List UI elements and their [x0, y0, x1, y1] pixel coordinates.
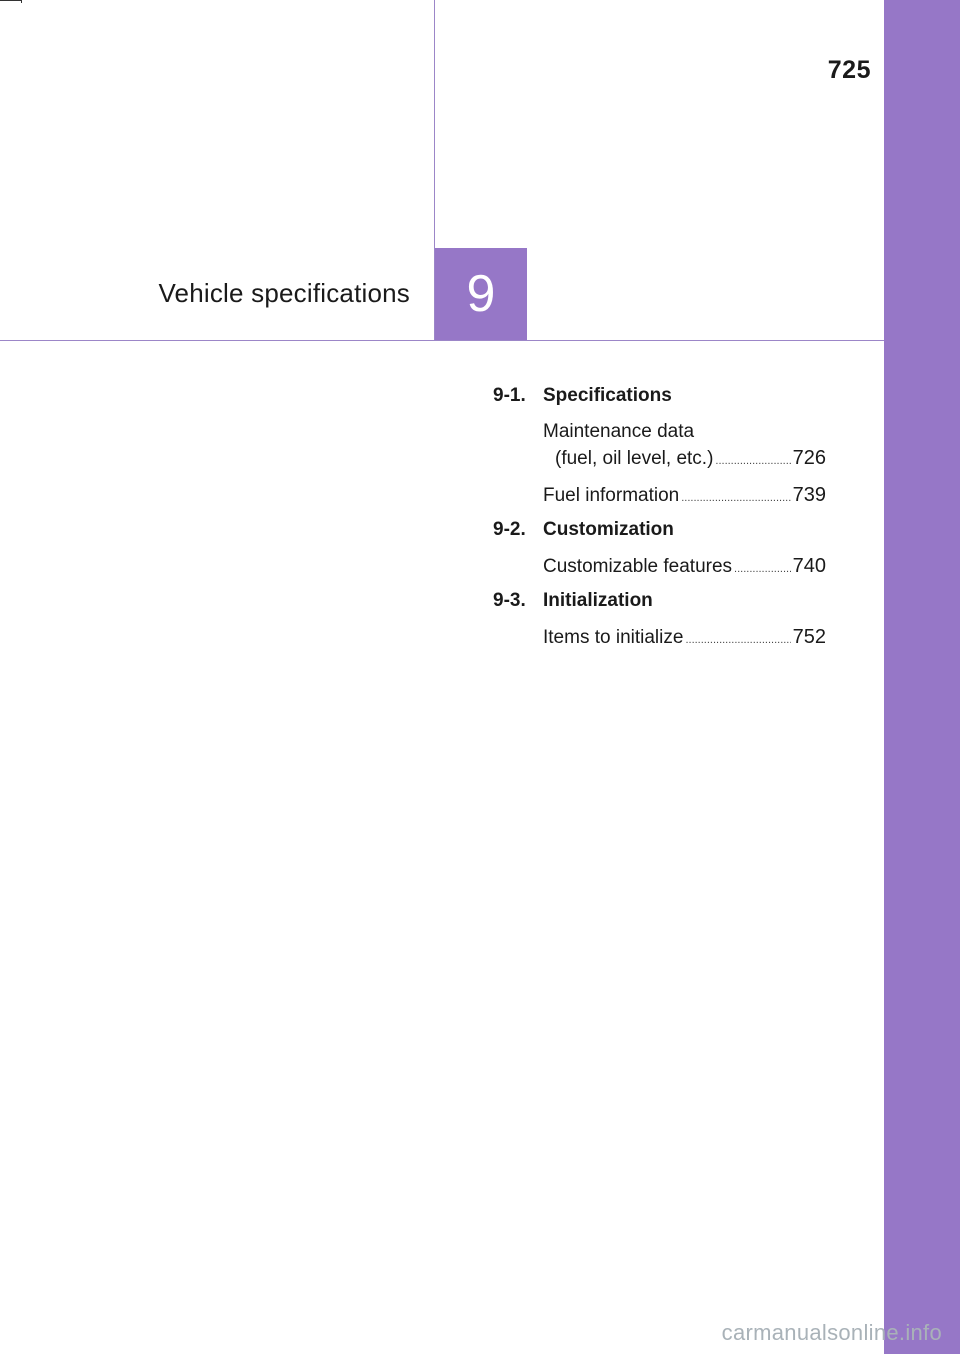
toc-entry[interactable] — [543, 482, 826, 511]
section-title: Specifications — [543, 385, 672, 406]
entry-page: 739 — [792, 484, 826, 506]
entry-label-line2: (fuel, oil level, etc.) — [555, 448, 714, 469]
crop-mark-top-left-vertical — [21, 0, 22, 3]
table-of-contents — [493, 385, 826, 653]
entry-label-line1: Maintenance data — [543, 421, 695, 442]
page-number: 725 — [827, 56, 871, 84]
dot-leader — [681, 485, 790, 511]
entry-page: 740 — [792, 555, 826, 577]
toc-section — [493, 519, 826, 545]
chapter-side-tab — [884, 0, 960, 1354]
toc-section — [493, 590, 826, 616]
entry-label: Items to initialize — [543, 627, 684, 648]
chapter-number-box — [435, 248, 527, 340]
dot-leader — [734, 556, 791, 582]
section-number: 9-3. — [493, 590, 526, 611]
toc-section — [493, 385, 826, 411]
toc-entry[interactable] — [543, 624, 826, 653]
entry-line — [543, 624, 826, 653]
section-number: 9-1. — [493, 385, 526, 406]
chapter-number: 9 — [466, 265, 496, 323]
entry-label: Fuel information — [543, 485, 680, 506]
section-title: Customization — [543, 519, 674, 540]
section-title: Initialization — [543, 590, 653, 611]
dot-leader — [685, 627, 790, 653]
entry-line — [543, 553, 826, 582]
entry-page: 752 — [792, 626, 826, 648]
toc-entry[interactable] — [543, 553, 826, 582]
toc-entry[interactable] — [543, 419, 826, 474]
dot-leader — [715, 448, 790, 474]
entry-line — [543, 445, 826, 474]
crop-mark-top-left — [0, 0, 22, 1]
entry-label: Customizable features — [543, 556, 733, 577]
chapter-title: Vehicle specifications — [158, 278, 410, 308]
section-number: 9-2. — [493, 519, 526, 540]
entry-page: 726 — [792, 447, 826, 469]
header-horizontal-rule — [0, 340, 884, 341]
entry-line — [543, 482, 826, 511]
watermark: carmanualsonline.info — [721, 1320, 942, 1345]
